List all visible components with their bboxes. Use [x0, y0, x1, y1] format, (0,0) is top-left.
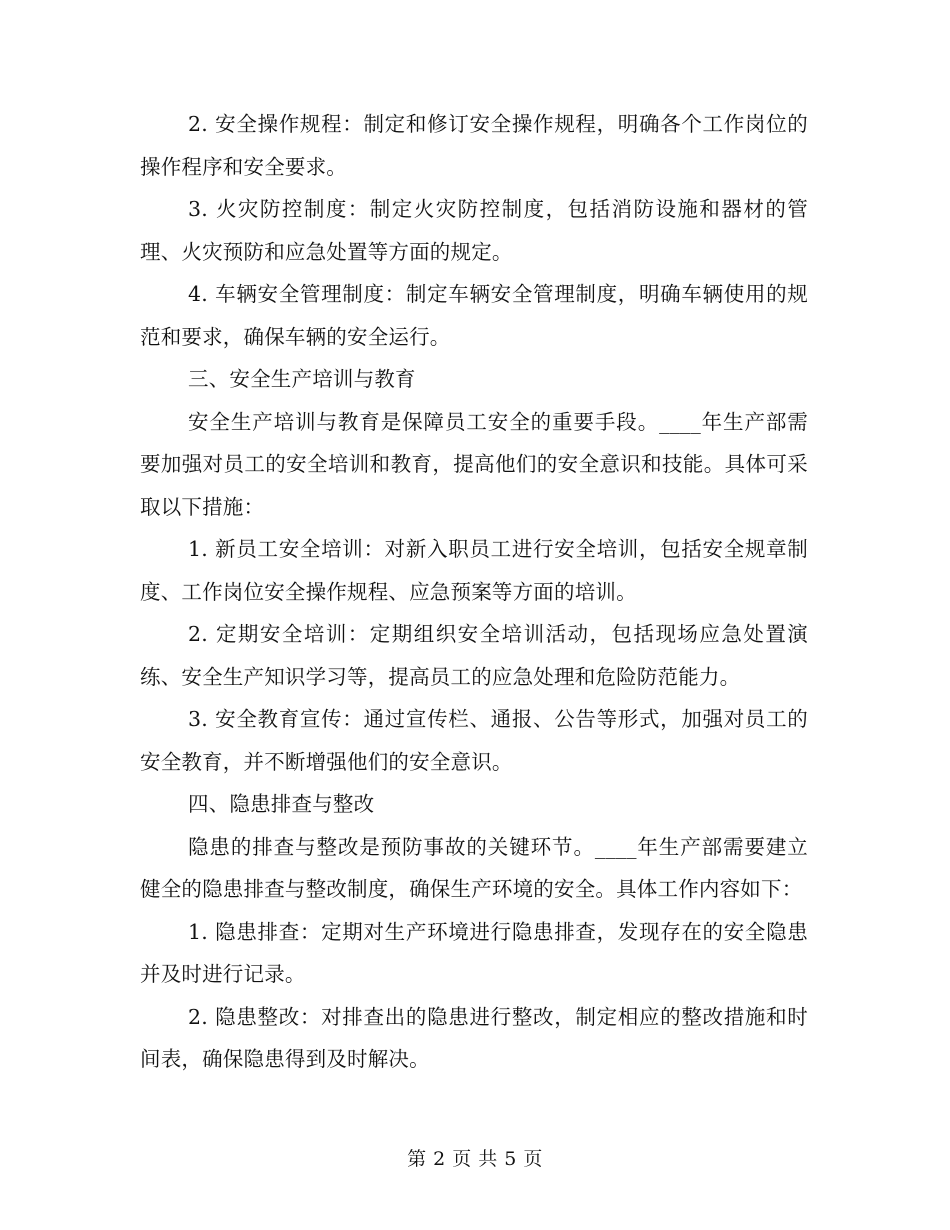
page-number-footer: 第 2 页 共 5 页	[407, 1148, 543, 1170]
list-item-regular-training: 2. 定期安全培训：定期组织安全培训活动，包括现场应急处置演练、安全生产知识学习等，提高员工的应急处理和危险防范能力。	[140, 622, 808, 689]
list-item-fire-control-system: 3. 火灾防控制度：制定火灾防控制度，包括消防设施和器材的管理、火灾预防和应急处置等方面的规定。	[140, 197, 808, 264]
list-item-hazard-rectification: 2. 隐患整改：对排查出的隐患进行整改，制定相应的整改措施和时间表，确保隐患得到及时解决。	[140, 1004, 808, 1071]
section-heading-hazard: 四、隐患排查与整改	[188, 792, 375, 816]
paragraph-training-intro: 安全生产培训与教育是保障员工安全的重要手段。____年生产部需要加强对员工的安全培训和教育，提高他们的安全意识和技能。具体可采取以下措施：	[140, 409, 808, 519]
section-heading-training: 三、安全生产培训与教育	[188, 367, 416, 391]
list-item-safety-education: 3. 安全教育宣传：通过宣传栏、通报、公告等形式，加强对员工的安全教育，并不断增强他们的安全意识。	[140, 707, 808, 774]
list-item-safety-operating-rules: 2. 安全操作规程：制定和修订安全操作规程，明确各个工作岗位的操作程序和安全要求。	[140, 112, 808, 179]
list-item-hazard-inspection: 1. 隐患排查：定期对生产环境进行隐患排查，发现存在的安全隐患并及时进行记录。	[140, 919, 808, 986]
document-body	[140, 103, 808, 1081]
list-item-new-employee-training: 1. 新员工安全培训：对新入职员工进行安全培训，包括安全规章制度、工作岗位安全操作规程、应急预案等方面的培训。	[140, 537, 808, 604]
list-item-vehicle-safety-system: 4. 车辆安全管理制度：制定车辆安全管理制度，明确车辆使用的规范和要求，确保车辆的安全运行。	[140, 282, 808, 349]
paragraph-hazard-intro: 隐患的排查与整改是预防事故的关键环节。____年生产部需要建立健全的隐患排查与整改制度，确保生产环境的安全。具体工作内容如下：	[140, 834, 808, 901]
